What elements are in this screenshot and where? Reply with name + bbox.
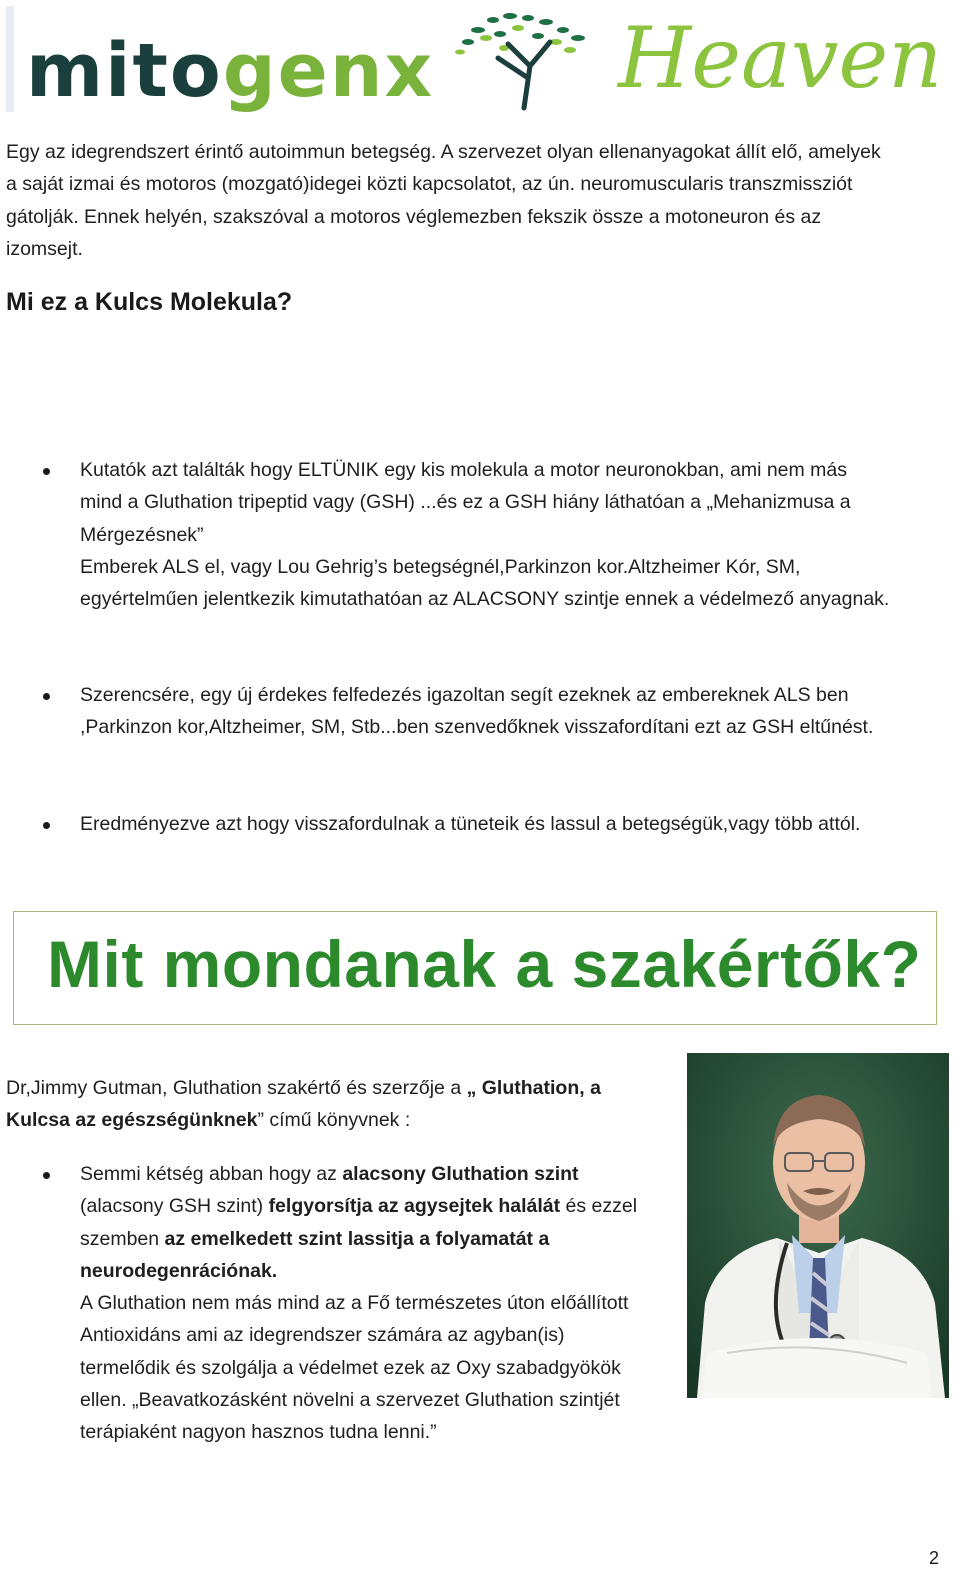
list-item-line: Kutatók azt találták hogy ELTÜNIK egy kis molekula a motor neuronokban, ami nem más [80,459,848,481]
experts-banner [13,911,937,1025]
expert-quote-list [0,1158,637,1449]
list-item-line [80,1223,637,1255]
intro-line: izomsejt. [6,237,83,260]
logo-accent-bar [6,6,14,112]
quote-bold-text: felgyorsítja az agysejtek halálát [268,1195,561,1218]
quote-bold-text: alacsony Gluthation szint [342,1163,579,1185]
quote-text: szemben [80,1227,165,1250]
bullet-icon [43,822,50,829]
list-item-line: ellen. „Beavatkozásként növelni a szervezet Gluthation szintjét [80,1389,620,1412]
list-item-line: Mérgezésnek” [80,523,204,546]
list-item-line: Emberek ALS el, vagy Lou Gehrig’s betegségnél,Parkinzon kor.Altzheimer Kór, SM, [80,555,801,578]
quote-bold-text: neurodegenrációnak. [80,1259,278,1282]
list-item-line [80,1190,637,1222]
list-item-line: A Gluthation nem más mind az a Fő természetes úton előállított [80,1292,629,1315]
list-item-line: egyértelműen jelentkezik kimutathatóan az ALACSONY szintje ennek a védelmező anyagnak. [80,588,890,611]
list-item [0,1158,637,1449]
banner-title: Mit mondanak a szakértők? [47,927,922,1001]
list-item-line: termelődik és szolgálja a védelmet ezek az Oxy szabadgyökök [80,1356,621,1379]
list-item-line: Eredményezve azt hogy visszafordulnak a tüneteik és lassul a betegségük,vagy több attól. [80,813,861,835]
list-item-line: mind a Gluthation tripeptid vagy (GSH) ...és ez a GSH hiány láthatóan a „Mehanizmusa a [80,491,851,514]
intro-line: a saját izmai és motoros (mozgató)idegei közti kapcsolatot, az ún. neuromuscularis transzmissziót [6,173,853,196]
intro-paragraph [6,136,946,265]
section-heading: Mi ez a Kulcs Molekula? [6,288,293,316]
intro-line: gátolják. Ennek helyén, szakszóval a motoros véglemezben fekszik össze a motoneuron és az [6,205,822,228]
book-title-part: „ Gluthation, a [466,1077,601,1099]
logo-genx-text: genx [222,28,435,114]
list-item-line: Antioxidáns ami az idegrendszer számára az agyban(is) [80,1324,565,1347]
tree-icon [438,8,608,113]
bullet-icon [43,1172,50,1179]
list-item [0,454,889,615]
mitogenx-heaven-logo [6,6,956,114]
list-item [0,808,860,840]
expert-intro-text: Dr,Jimmy Gutman, Gluthation szakértő és szerzője a [6,1077,467,1099]
quote-text: Semmi kétség abban hogy az [80,1163,343,1185]
expert-intro-text: ” című könyvnek : [257,1109,411,1132]
findings-list [0,679,873,744]
expert-photo [687,1053,949,1398]
findings-list [0,808,860,840]
findings-list [0,454,889,615]
logo-heaven-text: Heaven [618,9,943,107]
book-title-part: Kulcsa az egészségünknek [6,1109,258,1132]
logo-mito-text: mito [26,28,223,114]
doctor-portrait-image [687,1053,949,1398]
bullet-icon [43,693,50,700]
list-item-line: terápiaként nagyon hasznos tudna lenni.” [80,1421,437,1444]
list-item-line: ,Parkinzon kor,Altzheimer, SM, Stb...ben szenvedőknek visszafordítani ezt az GSH eltűnést. [80,716,874,739]
quote-bold-text: az emelkedett szint lassitja a folyamatát a [164,1227,550,1250]
list-item-line: Szerencsére, egy új érdekes felfedezés igazoltan segít ezeknek az embereknek ALS ben [80,684,849,706]
quote-text: és ezzel [560,1195,638,1218]
quote-text: (alacsony GSH szint) [80,1195,269,1218]
expert-intro [6,1072,666,1137]
list-item-line [80,1255,637,1287]
intro-line: Egy az idegrendszert érintő autoimmun betegség. A szervezet olyan ellenanyagokat állít elő, amelyek [6,141,881,163]
logo-wordmark [26,28,435,114]
list-item [0,679,873,744]
bullet-icon [43,468,50,475]
list-item-line [80,1158,637,1190]
page-number: 2 [929,1548,940,1568]
